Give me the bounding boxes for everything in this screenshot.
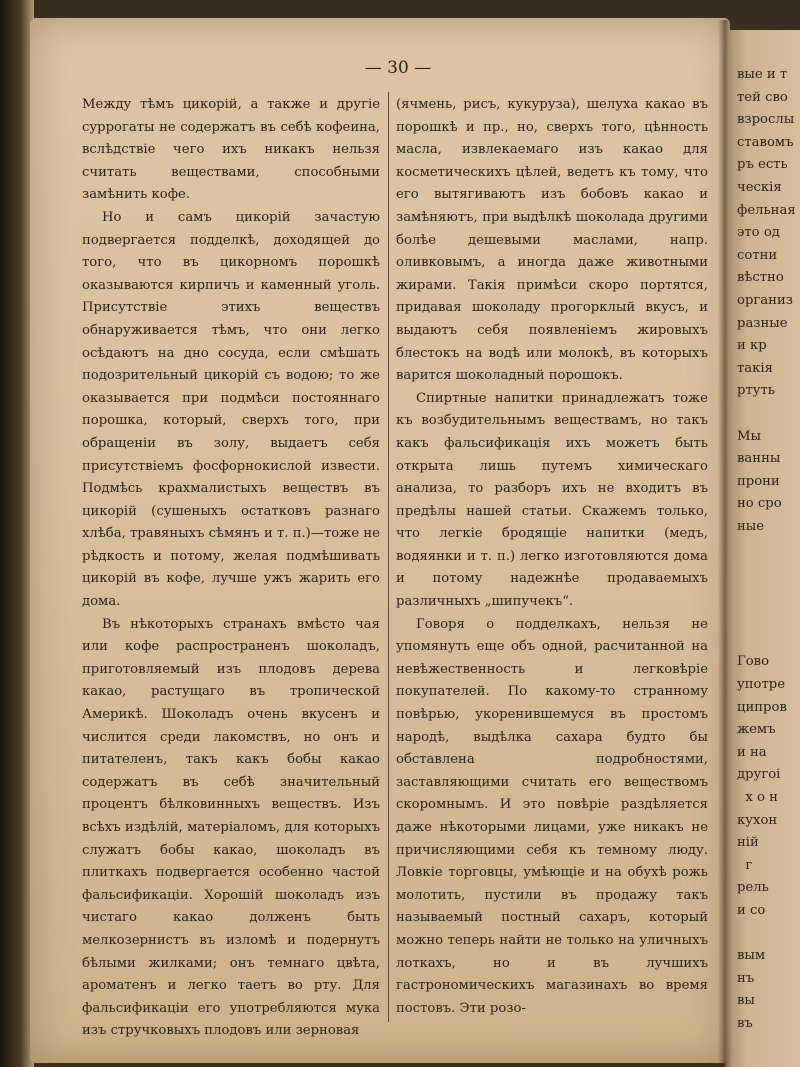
column-divider (388, 92, 389, 1022)
book-binding-edge (0, 0, 34, 1067)
paragraph: Спиртные напитки принадлежатъ тоже къ возбудительнымъ веществамъ, но такъ какъ фальсификація ихъ можетъ быть открыта лишь путемъ химическаго анализа, то разборъ ихъ не входитъ въ предѣлы нашей статьи. Скажемъ только, что легкіе бродящіе напитки (медъ, водяянки и т. п.) легко изготовляются дома и потому надежнѣе продаваемыхъ различныхъ „шипучекъ“. (396, 390, 708, 610)
paragraph: Между тѣмъ цикорій, а также и другіе суррогаты не содержатъ въ себѣ кофеина, вслѣдствіе чего ихъ никакъ нельзя считать веществами, способными замѣнить кофе. (82, 97, 380, 203)
page-number: — 30 — (364, 58, 432, 78)
paragraph: Въ нѣкоторыхъ странахъ вмѣсто чая или кофе распространенъ шоколадъ, приготовляемый изъ плодовъ дерева какао, растущаго въ тропической Америкѣ. Шоколадъ очень вкусенъ и числится среди лакомствъ, но онъ и питателенъ, такъ какъ бобы какао содержатъ въ себѣ значительный процентъ бѣлковинныхъ веществъ. Изъ всѣхъ издѣлій, матеріаломъ, для которыхъ служатъ бобы какао, шоколадъ въ плиткахъ подвергается особенно частой фальсификаціи. Хорошій шоколадъ изъ чистаго какао долженъ быть мелкозернистъ въ изломѣ и подернутъ бѣлыми жилками; онъ темнаго цвѣта, ароматенъ и легко таетъ во рту. Для фальсификаціи его употребляются мука изъ стручковыхъ плодовъ или зерновая (82, 616, 380, 1039)
right-column (396, 94, 708, 1020)
adjacent-page (725, 30, 800, 1067)
paragraph: Но и самъ цикорій зачастую подвергается подделкѣ, доходящей до того, что въ цикорномъ порошкѣ оказываются кирпичъ и каменный уголь. Присутствіе этихъ веществъ обнаруживается тѣмъ, что они легко осѣдаютъ на дно сосуда, если смѣшать подозрительный цикорій съ водою; то же оказывается при подмѣси постояннаго порошка, который, сверхъ того, при обращеніи въ золу, выдаетъ себя присутствіемъ фосфорнокислой извести. Подмѣсь крахмалистыхъ веществъ въ цикорій (сушеныхъ остатковъ разнаго хлѣба, травяныхъ сѣмянъ и т. п.)—тоже не рѣдкость и потому, желая подмѣшивать цикорій въ кофе, лучше ужъ жарить его дома. (82, 209, 380, 610)
page-gutter (718, 20, 732, 1067)
adjacent-page-text: вые и т тей сво взрослы ставомъ ръ есть ческія фельная это од сотни вѣстно организ разные и кр такія ртуть Мы ванны прони но сро ные Гово употре ципров жемъ и на другоі х о н кухон ній г рель и со вым нъ вы въ (737, 67, 796, 1031)
paragraph: Говоря о подделкахъ, нельзя не упомянуть еще объ одной, расчитанной на невѣжественность и легковѣріе покупателей. По какому-то странному повѣрью, укоренившемуся въ простомъ народѣ, выдѣлка сахара будто бы обставлена подробностями, заставляющими считать его веществомъ скоромнымъ. И это повѣріе раздѣляется даже нѣкоторыми лицами, уже никакъ не причисляющими себя къ темному люду. Ловкіе торговцы, умѣющіе и на обухѣ рожь молотить, пустили въ продажу такъ называемый постный сахаръ, который можно теперь найти не только на уличныхъ лоткахъ, но и въ лучшихъ гастрономическихъ магазинахъ во время постовъ. Эти розо- (396, 616, 708, 1016)
paragraph: (ячмень, рисъ, кукуруза), шелуха какао въ порошкѣ и пр., но, сверхъ того, цѣнность масла, извлекаемаго изъ какао для косметическихъ цѣлей, ведетъ къ тому, что его вытягиваютъ изъ бобовъ какао и замѣняютъ, при выдѣлкѣ шоколада другими болѣе дешевыми маслами, напр. оливковымъ, а иногда даже животными жирами. Такія примѣси скоро портятся, придавая шоколаду прогорклый вкусъ, и выдаютъ себя появленіемъ жировыхъ блестокъ на водѣ или молокѣ, въ которыхъ варится шоколадный порошокъ. (396, 97, 708, 384)
left-column (82, 94, 380, 1043)
